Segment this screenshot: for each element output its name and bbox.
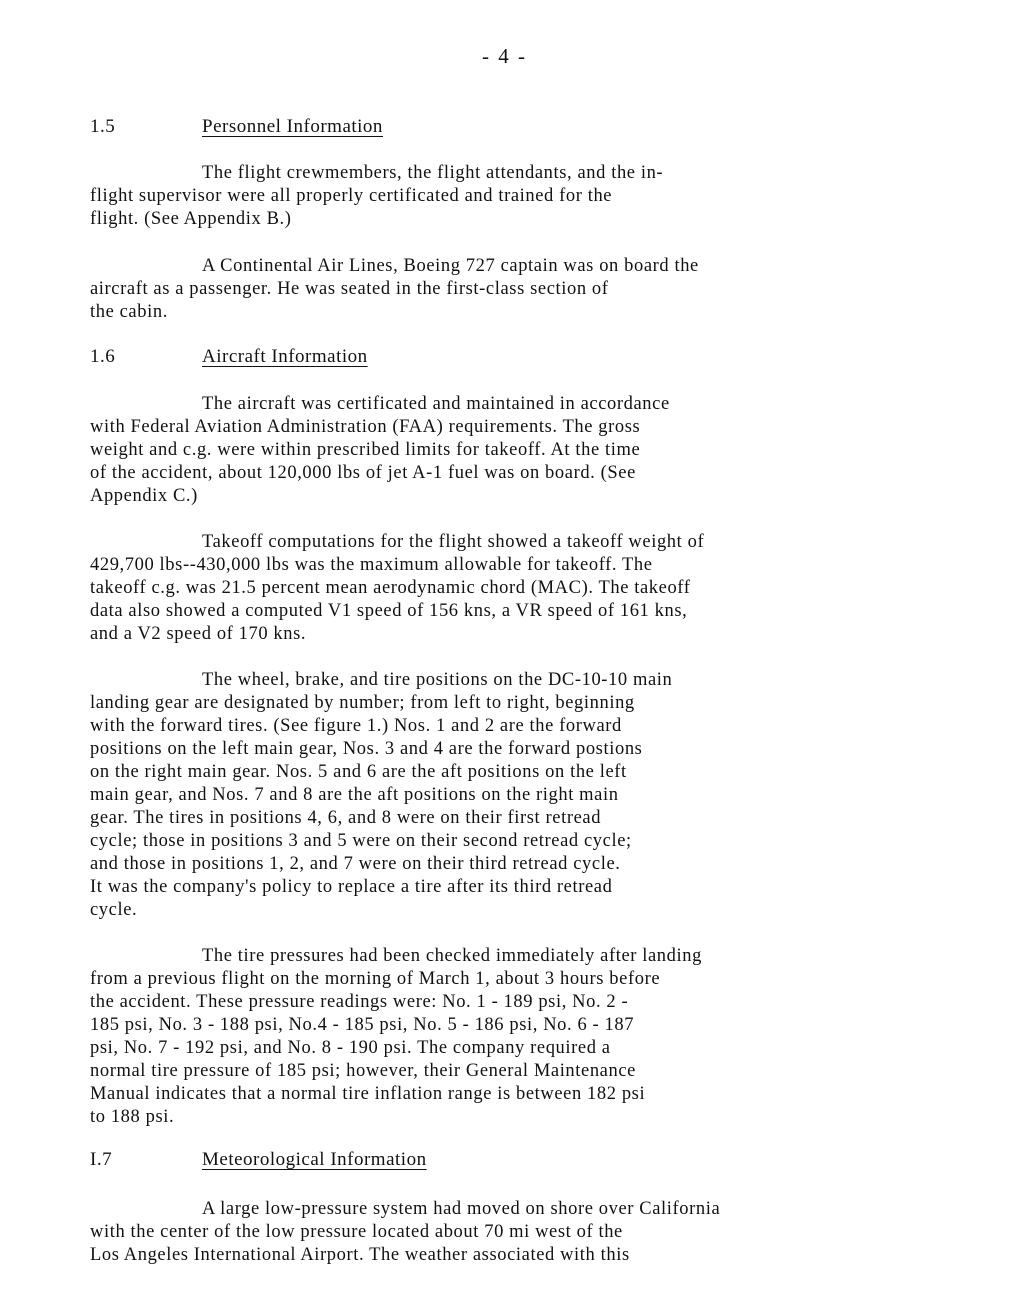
text-line: landing gear are designated by number; from left to right, beginning xyxy=(90,693,635,713)
text-line: from a previous flight on the morning of March 1, about 3 hours before xyxy=(90,969,661,989)
text-line: Los Angeles International Airport. The weather associated with this xyxy=(90,1245,630,1265)
text-line: the accident. These pressure readings were: No. 1 - 189 psi, No. 2 - xyxy=(90,992,629,1012)
section-number: 1.6 xyxy=(90,346,116,367)
text-line: It was the company's policy to replace a tire after its third retread xyxy=(90,877,613,897)
text-line: the cabin. xyxy=(90,302,168,322)
paragraph-takeoff-computations xyxy=(90,531,912,646)
paragraph-tire-positions xyxy=(90,669,912,922)
page-number: - 4 - xyxy=(482,44,527,68)
text-line: of the accident, about 120,000 lbs of jet A-1 fuel was on board. (See xyxy=(90,463,636,483)
section-title: Personnel Information xyxy=(202,116,383,137)
text-line: The aircraft was certificated and maintained in accordance xyxy=(202,394,670,414)
text-line: and those in positions 1, 2, and 7 were on their third retread cycle. xyxy=(90,854,621,874)
text-line: flight supervisor were all properly certificated and trained for the xyxy=(90,186,613,206)
text-line: Appendix C.) xyxy=(90,486,198,506)
text-line: cycle; those in positions 3 and 5 were on their second retread cycle; xyxy=(90,831,632,851)
text-line: 429,700 lbs--430,000 lbs was the maximum allowable for takeoff. The xyxy=(90,555,653,575)
text-line: 185 psi, No. 3 - 188 psi, No.4 - 185 psi, No. 5 - 186 psi, No. 6 - 187 xyxy=(90,1015,635,1035)
section-title: Meteorological Information xyxy=(202,1149,427,1170)
section-number: I.7 xyxy=(90,1149,113,1170)
text-line: takeoff c.g. was 21.5 percent mean aerodynamic chord (MAC). The takeoff xyxy=(90,578,691,598)
section-title: Aircraft Information xyxy=(202,346,368,367)
paragraph-aircraft-certification xyxy=(90,393,912,508)
text-line: The tire pressures had been checked immediately after landing xyxy=(202,946,702,966)
paragraph-tire-pressures xyxy=(90,945,912,1129)
paragraph-weather-system xyxy=(90,1198,912,1267)
text-line: data also showed a computed V1 speed of 156 kns, a VR speed of 161 kns, xyxy=(90,601,688,621)
text-line: Takeoff computations for the flight showed a takeoff weight of xyxy=(202,532,705,552)
text-line: The wheel, brake, and tire positions on the DC-10-10 main xyxy=(202,670,673,690)
text-line: gear. The tires in positions 4, 6, and 8 were on their first retread xyxy=(90,808,602,828)
text-line: main gear, and Nos. 7 and 8 are the aft positions on the right main xyxy=(90,785,619,805)
text-line: aircraft as a passenger. He was seated in the first-class section of xyxy=(90,279,609,299)
section-heading-1-6 xyxy=(90,346,368,368)
text-line: on the right main gear. Nos. 5 and 6 are the aft positions on the left xyxy=(90,762,627,782)
text-line: to 188 psi. xyxy=(90,1107,175,1127)
text-line: psi, No. 7 - 192 psi, and No. 8 - 190 psi. The company required a xyxy=(90,1038,611,1058)
text-line: and a V2 speed of 170 kns. xyxy=(90,624,307,644)
paragraph-personnel-certification xyxy=(90,162,912,231)
text-line: with Federal Aviation Administration (FAA) requirements. The gross xyxy=(90,417,641,437)
text-line: cycle. xyxy=(90,900,138,920)
text-line: A large low-pressure system had moved on shore over California xyxy=(202,1199,721,1219)
text-line: The flight crewmembers, the flight attendants, and the in- xyxy=(202,163,664,183)
text-line: flight. (See Appendix B.) xyxy=(90,209,292,229)
text-line: with the center of the low pressure located about 70 mi west of the xyxy=(90,1222,623,1242)
text-line: with the forward tires. (See figure 1.) Nos. 1 and 2 are the forward xyxy=(90,716,622,736)
text-line: positions on the left main gear, Nos. 3 and 4 are the forward postions xyxy=(90,739,643,759)
text-line: Manual indicates that a normal tire inflation range is between 182 psi xyxy=(90,1084,646,1104)
text-line: weight and c.g. were within prescribed limits for takeoff. At the time xyxy=(90,440,641,460)
section-number: 1.5 xyxy=(90,116,116,137)
section-heading-1-5 xyxy=(90,116,383,138)
text-line: normal tire pressure of 185 psi; however, their General Maintenance xyxy=(90,1061,636,1081)
text-line: A Continental Air Lines, Boeing 727 captain was on board the xyxy=(202,256,699,276)
section-heading-1-7 xyxy=(90,1149,427,1171)
paragraph-passenger-captain xyxy=(90,255,912,324)
